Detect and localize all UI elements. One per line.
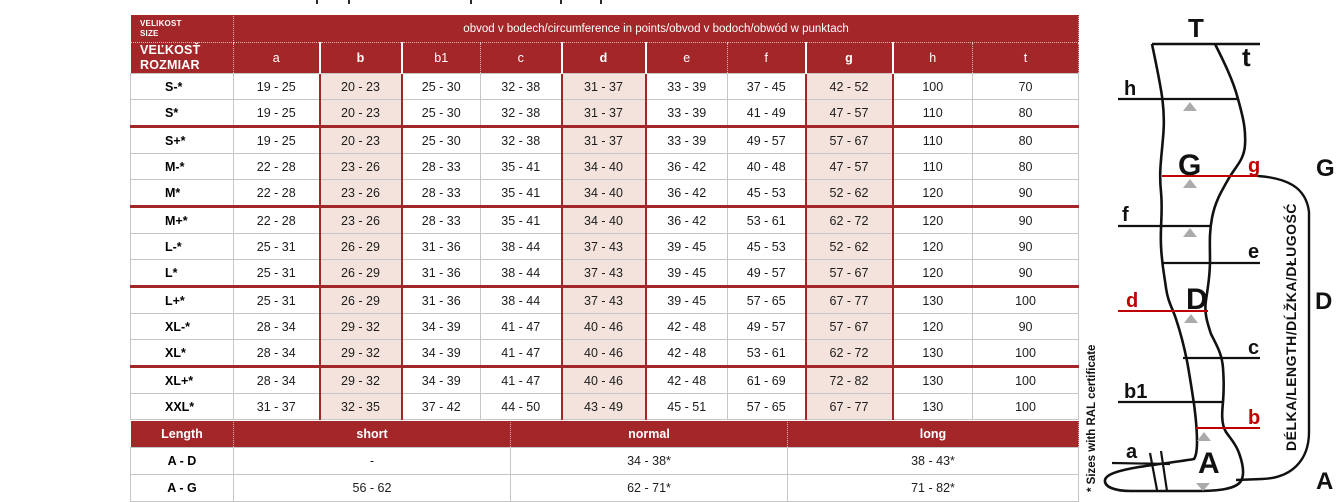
length-value-cell: - bbox=[234, 448, 511, 475]
size-value-cell: 33 - 39 bbox=[646, 100, 728, 127]
size-row bbox=[131, 154, 1079, 180]
size-value-cell: 49 - 57 bbox=[728, 314, 806, 340]
size-table bbox=[130, 14, 1079, 420]
size-value-cell: 31 - 36 bbox=[402, 287, 481, 314]
size-value-cell: 100 bbox=[973, 340, 1079, 367]
size-value-cell: 61 - 69 bbox=[728, 367, 806, 394]
size-value-cell: 41 - 47 bbox=[481, 340, 562, 367]
label-d: d bbox=[1126, 290, 1139, 312]
size-value-cell: 130 bbox=[893, 394, 973, 420]
size-value-cell: 31 - 36 bbox=[402, 234, 481, 260]
size-value-cell: 90 bbox=[973, 260, 1079, 287]
size-value-cell: 57 - 65 bbox=[728, 287, 806, 314]
size-value-cell: 90 bbox=[973, 234, 1079, 260]
size-value-cell: 39 - 45 bbox=[646, 260, 728, 287]
size-value-cell: 34 - 40 bbox=[562, 207, 646, 234]
col-header-b1: b1 bbox=[402, 43, 481, 74]
length-header-row bbox=[131, 421, 1079, 448]
size-value-cell: 26 - 29 bbox=[320, 287, 402, 314]
size-value-cell: 90 bbox=[973, 314, 1079, 340]
size-value-cell: 90 bbox=[973, 207, 1079, 234]
size-value-cell: 33 - 39 bbox=[646, 127, 728, 154]
line-a bbox=[1112, 463, 1170, 464]
size-value-cell: 34 - 39 bbox=[402, 367, 481, 394]
length-table bbox=[130, 420, 1079, 502]
label-T: T bbox=[1188, 13, 1204, 43]
size-value-cell: 19 - 25 bbox=[234, 74, 320, 100]
size-value-cell: 38 - 44 bbox=[481, 234, 562, 260]
size-value-cell: 47 - 57 bbox=[806, 100, 893, 127]
size-row-label: XL+* bbox=[131, 367, 234, 394]
size-value-cell: 31 - 37 bbox=[562, 74, 646, 100]
length-axis-label: DÉLKA/LENGTH/DĹŽKA/DŁUGOŚĆ bbox=[1283, 203, 1299, 451]
size-value-cell: 120 bbox=[893, 180, 973, 207]
label-f: f bbox=[1122, 204, 1129, 226]
size-value-cell: 45 - 51 bbox=[646, 394, 728, 420]
circumference-header: obvod v bodech/circumference in points/obvod v bodoch/obwód w punktach bbox=[234, 15, 1079, 43]
col-header-h: h bbox=[893, 43, 973, 74]
size-value-cell: 19 - 25 bbox=[234, 100, 320, 127]
sizing-tables bbox=[130, 14, 1078, 502]
size-value-cell: 22 - 28 bbox=[234, 207, 320, 234]
label-a: a bbox=[1126, 441, 1138, 463]
size-row bbox=[131, 100, 1079, 127]
size-value-cell: 45 - 53 bbox=[728, 180, 806, 207]
size-value-cell: 33 - 39 bbox=[646, 74, 728, 100]
col-header-e: e bbox=[646, 43, 728, 74]
leg-measurement-diagram bbox=[1100, 0, 1338, 497]
label-b: b bbox=[1248, 407, 1261, 429]
size-value-cell: 130 bbox=[893, 340, 973, 367]
size-value-cell: 29 - 32 bbox=[320, 340, 402, 367]
size-value-cell: 42 - 48 bbox=[646, 314, 728, 340]
length-value-cell: 71 - 82* bbox=[788, 475, 1079, 502]
size-value-cell: 37 - 45 bbox=[728, 74, 806, 100]
col-header-a: a bbox=[234, 43, 320, 74]
size-value-cell: 52 - 62 bbox=[806, 234, 893, 260]
size-value-cell: 120 bbox=[893, 314, 973, 340]
size-value-cell: 40 - 46 bbox=[562, 314, 646, 340]
size-row bbox=[131, 367, 1079, 394]
size-value-cell: 36 - 42 bbox=[646, 180, 728, 207]
size-value-cell: 57 - 67 bbox=[806, 314, 893, 340]
col-header-d: d bbox=[562, 43, 646, 74]
size-row-label: L* bbox=[131, 260, 234, 287]
size-value-cell: 38 - 44 bbox=[481, 260, 562, 287]
size-value-cell: 62 - 72 bbox=[806, 207, 893, 234]
label-b1: b1 bbox=[1124, 381, 1148, 403]
size-value-cell: 35 - 41 bbox=[481, 154, 562, 180]
size-value-cell: 57 - 67 bbox=[806, 260, 893, 287]
size-value-cell: 40 - 46 bbox=[562, 340, 646, 367]
col-header-g: g bbox=[806, 43, 893, 74]
size-value-cell: 32 - 38 bbox=[481, 100, 562, 127]
size-value-cell: 120 bbox=[893, 260, 973, 287]
size-row bbox=[131, 287, 1079, 314]
size-value-cell: 20 - 23 bbox=[320, 100, 402, 127]
size-value-cell: 120 bbox=[893, 207, 973, 234]
size-value-cell: 53 - 61 bbox=[728, 207, 806, 234]
col-header-t: t bbox=[973, 43, 1079, 74]
length-row bbox=[131, 475, 1079, 502]
size-value-cell: 110 bbox=[893, 154, 973, 180]
col-header-f: f bbox=[728, 43, 806, 74]
size-value-cell: 41 - 47 bbox=[481, 314, 562, 340]
label-c: c bbox=[1248, 337, 1260, 359]
size-value-cell: 25 - 31 bbox=[234, 234, 320, 260]
length-row bbox=[131, 448, 1079, 475]
col-header-b: b bbox=[320, 43, 402, 74]
size-value-cell: 26 - 29 bbox=[320, 234, 402, 260]
length-header-normal: normal bbox=[511, 421, 788, 448]
size-row-label: XL-* bbox=[131, 314, 234, 340]
size-value-cell: 28 - 34 bbox=[234, 367, 320, 394]
size-value-cell: 22 - 28 bbox=[234, 154, 320, 180]
size-value-cell: 38 - 44 bbox=[481, 287, 562, 314]
size-value-cell: 29 - 32 bbox=[320, 367, 402, 394]
label-g: g bbox=[1248, 155, 1261, 177]
length-header-long: long bbox=[788, 421, 1079, 448]
size-row bbox=[131, 394, 1079, 420]
toe-cap-band bbox=[1150, 451, 1167, 491]
size-value-cell: 45 - 53 bbox=[728, 234, 806, 260]
size-value-cell: 35 - 41 bbox=[481, 207, 562, 234]
size-value-cell: 26 - 29 bbox=[320, 260, 402, 287]
size-row bbox=[131, 127, 1079, 154]
size-value-cell: 70 bbox=[973, 74, 1079, 100]
label-D: D bbox=[1186, 283, 1208, 316]
size-row-label: XL* bbox=[131, 340, 234, 367]
size-value-cell: 44 - 50 bbox=[481, 394, 562, 420]
size-value-cell: 72 - 82 bbox=[806, 367, 893, 394]
size-row bbox=[131, 234, 1079, 260]
size-value-cell: 42 - 52 bbox=[806, 74, 893, 100]
size-row-label: L-* bbox=[131, 234, 234, 260]
marker-under-h bbox=[1183, 102, 1197, 111]
size-row-label: S* bbox=[131, 100, 234, 127]
label-t: t bbox=[1242, 42, 1251, 72]
size-row bbox=[131, 260, 1079, 287]
length-value-cell: 56 - 62 bbox=[234, 475, 511, 502]
size-row bbox=[131, 74, 1079, 100]
size-value-cell: 28 - 33 bbox=[402, 180, 481, 207]
size-value-cell: 42 - 48 bbox=[646, 367, 728, 394]
size-value-cell: 28 - 33 bbox=[402, 154, 481, 180]
size-value-cell: 100 bbox=[893, 74, 973, 100]
size-value-cell: 28 - 33 bbox=[402, 207, 481, 234]
size-value-cell: 19 - 25 bbox=[234, 127, 320, 154]
size-table-header-row-1 bbox=[131, 15, 1079, 43]
size-value-cell: 100 bbox=[973, 287, 1079, 314]
col-header-c: c bbox=[481, 43, 562, 74]
marker-under-b bbox=[1197, 432, 1211, 441]
label-e: e bbox=[1248, 241, 1260, 263]
size-value-cell: 67 - 77 bbox=[806, 287, 893, 314]
length-value-cell: 62 - 71* bbox=[511, 475, 788, 502]
size-value-cell: 23 - 26 bbox=[320, 154, 402, 180]
size-value-cell: 22 - 28 bbox=[234, 180, 320, 207]
size-value-cell: 31 - 37 bbox=[234, 394, 320, 420]
size-value-cell: 34 - 39 bbox=[402, 314, 481, 340]
size-value-cell: 36 - 42 bbox=[646, 207, 728, 234]
length-header-short: short bbox=[234, 421, 511, 448]
size-value-cell: 31 - 36 bbox=[402, 260, 481, 287]
size-value-cell: 40 - 48 bbox=[728, 154, 806, 180]
size-value-cell: 37 - 43 bbox=[562, 234, 646, 260]
size-row bbox=[131, 340, 1079, 367]
size-value-cell: 40 - 46 bbox=[562, 367, 646, 394]
size-value-cell: 31 - 37 bbox=[562, 100, 646, 127]
size-row-label: S+* bbox=[131, 127, 234, 154]
corner-top-line1: VELIKOST bbox=[140, 18, 182, 28]
size-row bbox=[131, 180, 1079, 207]
size-value-cell: 41 - 47 bbox=[481, 367, 562, 394]
size-value-cell: 25 - 30 bbox=[402, 74, 481, 100]
size-value-cell: 80 bbox=[973, 154, 1079, 180]
size-value-cell: 31 - 37 bbox=[562, 127, 646, 154]
size-value-cell: 110 bbox=[893, 127, 973, 154]
size-table-body bbox=[131, 74, 1079, 420]
size-value-cell: 130 bbox=[893, 367, 973, 394]
length-row-label: A - G bbox=[131, 475, 234, 502]
size-row-label: M* bbox=[131, 180, 234, 207]
size-value-cell: 80 bbox=[973, 127, 1079, 154]
corner-top-line2: SIZE bbox=[140, 28, 159, 38]
ral-certificate-note: * Sizes with RAL certificate bbox=[1086, 344, 1098, 492]
size-value-cell: 67 - 77 bbox=[806, 394, 893, 420]
size-value-cell: 57 - 65 bbox=[728, 394, 806, 420]
size-col-header-row bbox=[131, 43, 1079, 74]
size-value-cell: 130 bbox=[893, 287, 973, 314]
size-value-cell: 25 - 30 bbox=[402, 127, 481, 154]
size-value-cell: 49 - 57 bbox=[728, 127, 806, 154]
marker-under-f bbox=[1183, 228, 1197, 237]
size-value-cell: 100 bbox=[973, 394, 1079, 420]
size-row-label: L+* bbox=[131, 287, 234, 314]
length-table-body bbox=[131, 448, 1079, 502]
size-value-cell: 35 - 41 bbox=[481, 180, 562, 207]
size-row-label: S-* bbox=[131, 74, 234, 100]
size-value-cell: 23 - 26 bbox=[320, 180, 402, 207]
size-value-cell: 28 - 34 bbox=[234, 340, 320, 367]
size-row bbox=[131, 207, 1079, 234]
size-value-cell: 41 - 49 bbox=[728, 100, 806, 127]
size-value-cell: 29 - 32 bbox=[320, 314, 402, 340]
length-header-label: Length bbox=[131, 421, 234, 448]
size-value-cell: 80 bbox=[973, 100, 1079, 127]
size-value-cell: 34 - 39 bbox=[402, 340, 481, 367]
label-A: A bbox=[1198, 447, 1220, 480]
size-value-cell: 120 bbox=[893, 234, 973, 260]
size-value-cell: 20 - 23 bbox=[320, 74, 402, 100]
size-value-cell: 32 - 38 bbox=[481, 74, 562, 100]
size-row bbox=[131, 314, 1079, 340]
size-value-cell: 57 - 67 bbox=[806, 127, 893, 154]
length-value-cell: 34 - 38* bbox=[511, 448, 788, 475]
size-value-cell: 36 - 42 bbox=[646, 154, 728, 180]
size-value-cell: 52 - 62 bbox=[806, 180, 893, 207]
size-value-cell: 39 - 45 bbox=[646, 234, 728, 260]
size-value-cell: 37 - 43 bbox=[562, 287, 646, 314]
label-G-right: G bbox=[1316, 155, 1335, 182]
size-value-cell: 34 - 40 bbox=[562, 154, 646, 180]
size-corner-bottom bbox=[131, 43, 234, 74]
label-D-right: D bbox=[1315, 288, 1333, 315]
size-value-cell: 34 - 40 bbox=[562, 180, 646, 207]
size-value-cell: 20 - 23 bbox=[320, 127, 402, 154]
size-value-cell: 53 - 61 bbox=[728, 340, 806, 367]
size-row-label: M+* bbox=[131, 207, 234, 234]
corner-bottom-line2: ROZMIAR bbox=[140, 58, 200, 72]
size-value-cell: 49 - 57 bbox=[728, 260, 806, 287]
label-G: G bbox=[1178, 149, 1202, 182]
size-value-cell: 23 - 26 bbox=[320, 207, 402, 234]
size-row-label: M-* bbox=[131, 154, 234, 180]
leg-outline bbox=[1105, 44, 1245, 491]
size-value-cell: 110 bbox=[893, 100, 973, 127]
size-value-cell: 100 bbox=[973, 367, 1079, 394]
size-value-cell: 25 - 31 bbox=[234, 260, 320, 287]
size-value-cell: 37 - 42 bbox=[402, 394, 481, 420]
size-value-cell: 90 bbox=[973, 180, 1079, 207]
size-value-cell: 32 - 38 bbox=[481, 127, 562, 154]
size-value-cell: 25 - 31 bbox=[234, 287, 320, 314]
size-value-cell: 25 - 30 bbox=[402, 100, 481, 127]
size-value-cell: 28 - 34 bbox=[234, 314, 320, 340]
corner-bottom-line1: VEĽKOSŤ bbox=[140, 43, 201, 57]
size-value-cell: 42 - 48 bbox=[646, 340, 728, 367]
length-row-label: A - D bbox=[131, 448, 234, 475]
size-value-cell: 37 - 43 bbox=[562, 260, 646, 287]
size-value-cell: 32 - 35 bbox=[320, 394, 402, 420]
size-value-cell: 43 - 49 bbox=[562, 394, 646, 420]
size-value-cell: 47 - 57 bbox=[806, 154, 893, 180]
size-value-cell: 39 - 45 bbox=[646, 287, 728, 314]
label-h: h bbox=[1124, 78, 1137, 100]
size-value-cell: 62 - 72 bbox=[806, 340, 893, 367]
length-value-cell: 38 - 43* bbox=[788, 448, 1079, 475]
label-A-right: A bbox=[1316, 468, 1334, 495]
size-row-label: XXL* bbox=[131, 394, 234, 420]
size-corner-top bbox=[131, 15, 234, 43]
